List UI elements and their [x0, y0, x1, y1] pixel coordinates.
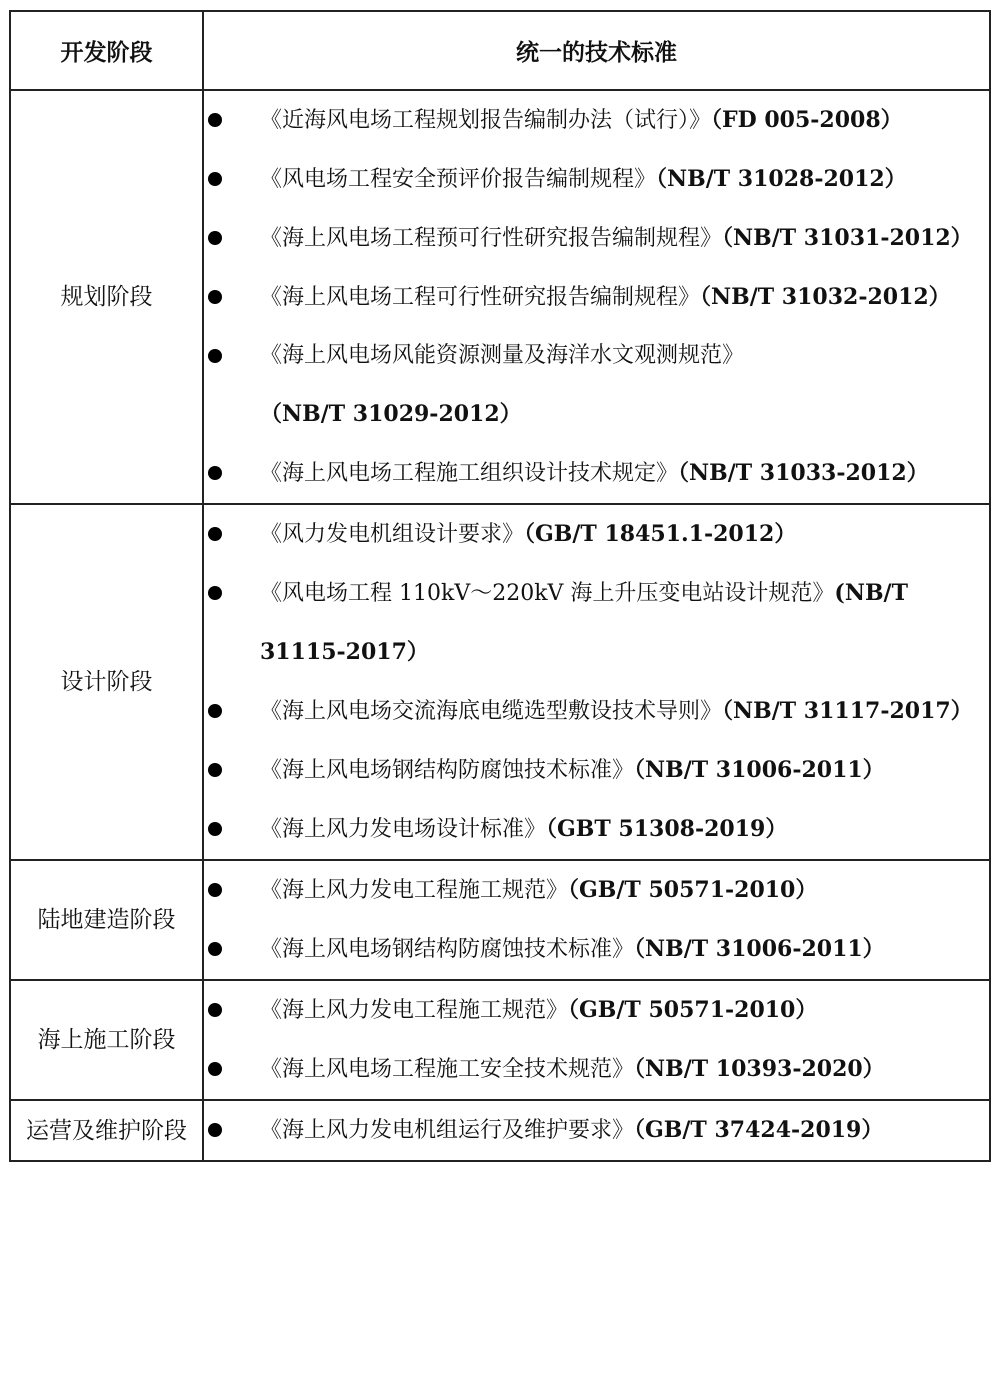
list-item: [204, 268, 989, 327]
standard-code: （GBT 51308-2019）: [546, 816, 788, 842]
standards-cell: [203, 90, 990, 504]
standard-title: 《海上风力发电工程施工规范》: [260, 998, 569, 1023]
standard-code: （NB/T 31006-2011）: [634, 757, 885, 783]
standard-code: （GB/T 18451.1-2012）: [524, 521, 797, 547]
table-row: [10, 980, 990, 1100]
standard-title: 《海上风电场工程施工组织设计技术规定》: [260, 461, 679, 486]
standards-list: [204, 981, 989, 1099]
list-item: [204, 1101, 989, 1160]
list-item: [204, 505, 989, 564]
header-stage: 开发阶段: [10, 11, 203, 90]
stage-cell: 陆地建造阶段: [10, 860, 203, 980]
bullet-icon: [208, 942, 222, 956]
standard-title: 《海上风电场工程预可行性研究报告编制规程》: [260, 226, 723, 251]
list-item: [204, 209, 989, 268]
standard-title: 《海上风电场交流海底电缆选型敷设技术导则》: [260, 699, 723, 724]
list-item: [204, 920, 989, 979]
standard-title: 《海上风电场钢结构防腐蚀技术标准》: [260, 758, 635, 783]
standard-title: 《风电场工程 110kV～220kV 海上升压变电站设计规范》: [260, 581, 835, 606]
standard-title: 《风力发电机组设计要求》: [260, 522, 525, 547]
table-row: [10, 1100, 990, 1161]
bullet-icon: [208, 231, 222, 245]
list-item: [204, 564, 989, 682]
standards-list: [204, 505, 989, 859]
standard-title: 《海上风电场工程可行性研究报告编制规程》: [260, 285, 701, 310]
standards-cell: [203, 504, 990, 860]
standard-code: （NB/T 31032-2012）: [700, 284, 951, 310]
list-item: [204, 327, 989, 444]
list-item: [204, 800, 989, 859]
table-row: [10, 90, 990, 504]
standard-code: （NB/T 31028-2012）: [656, 166, 907, 192]
standard-code: （NB/T 31029-2012）: [260, 401, 522, 427]
table-row: [10, 504, 990, 860]
standard-title: 《海上风电场钢结构防腐蚀技术标准》: [260, 937, 635, 962]
standard-code: （NB/T 31033-2012）: [678, 460, 929, 486]
standard-code: （GB/T 50571-2010）: [568, 997, 818, 1023]
header-standard: 统一的技术标准: [203, 11, 990, 90]
bullet-icon: [208, 113, 222, 127]
bullet-icon: [208, 586, 222, 600]
standard-title: 《近海风电场工程规划报告编制办法（试行）》: [260, 108, 712, 133]
bullet-icon: [208, 822, 222, 836]
list-item: [204, 741, 989, 800]
list-item: [204, 682, 989, 741]
standard-code: （NB/T 31117-2017）: [722, 698, 973, 724]
bullet-icon: [208, 172, 222, 186]
standard-title: 《海上风力发电场设计标准》: [260, 817, 547, 842]
standard-title: 《海上风电场风能资源测量及海洋水文观测规范》: [260, 343, 745, 368]
standard-code: (NB/T 31115-2017）: [260, 580, 908, 665]
standard-code: （NB/T 10393-2020）: [634, 1056, 885, 1082]
list-item: [204, 91, 989, 150]
list-item: [204, 861, 989, 920]
list-item: [204, 150, 989, 209]
bullet-icon: [208, 290, 222, 304]
standard-title: 《风电场工程安全预评价报告编制规程》: [260, 167, 657, 192]
bullet-icon: [208, 1062, 222, 1076]
stage-cell: 规划阶段: [10, 90, 203, 504]
standard-title: 《海上风力发电机组运行及维护要求》: [260, 1118, 635, 1143]
standard-title: 《海上风电场工程施工安全技术规范》: [260, 1057, 635, 1082]
bullet-icon: [208, 466, 222, 480]
table-row: [10, 860, 990, 980]
standards-list: [204, 861, 989, 979]
bullet-icon: [208, 883, 222, 897]
stage-cell: 设计阶段: [10, 504, 203, 860]
standards-list: [204, 91, 989, 503]
standard-title: 《海上风力发电工程施工规范》: [260, 878, 569, 903]
header-row: [10, 11, 990, 90]
standard-code: （NB/T 31031-2012）: [722, 225, 973, 251]
standard-code: （GB/T 37424-2019）: [634, 1117, 884, 1143]
list-item: [204, 444, 989, 503]
bullet-icon: [208, 704, 222, 718]
standard-code: （FD 005-2008）: [711, 107, 903, 133]
bullet-icon: [208, 1003, 222, 1017]
standard-code: （GB/T 50571-2010）: [568, 877, 818, 903]
bullet-icon: [208, 349, 222, 363]
standards-list: [204, 1101, 989, 1160]
bullet-icon: [208, 527, 222, 541]
standards-cell: [203, 860, 990, 980]
list-item: [204, 1040, 989, 1099]
standards-cell: [203, 980, 990, 1100]
standards-table: [9, 10, 991, 1162]
standards-cell: [203, 1100, 990, 1161]
list-item: [204, 981, 989, 1040]
bullet-icon: [208, 1123, 222, 1137]
stage-cell: 海上施工阶段: [10, 980, 203, 1100]
stage-cell: 运营及维护阶段: [10, 1100, 203, 1161]
standard-code: （NB/T 31006-2011）: [634, 936, 885, 962]
bullet-icon: [208, 763, 222, 777]
